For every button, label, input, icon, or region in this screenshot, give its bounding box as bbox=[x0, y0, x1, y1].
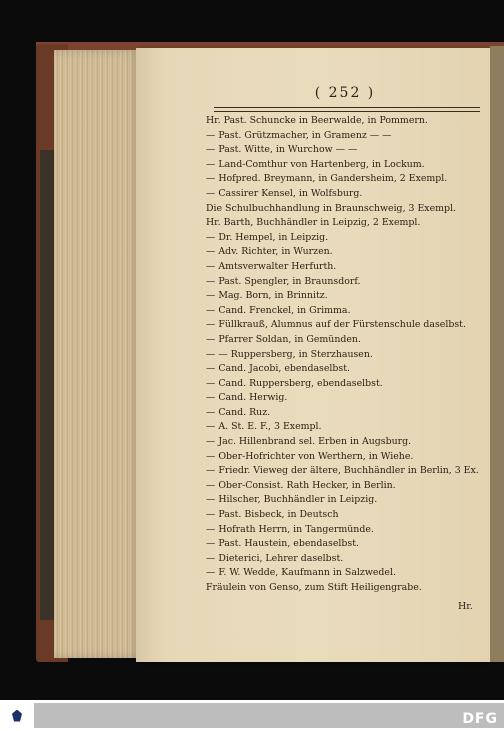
list-line: — Cand. Herwig. bbox=[206, 392, 288, 404]
list-line: — Friedr. Vieweg der ältere, Buchhändler in Berlin, 3 Ex. bbox=[206, 465, 479, 477]
page-right-edge bbox=[490, 46, 504, 662]
library-logo-icon bbox=[2, 702, 32, 729]
list-line: Hr. Past. Schuncke in Beerwalde, in Pommern. bbox=[206, 115, 428, 126]
list-line: — Past. Spengler, in Braunsdorf. bbox=[206, 275, 361, 287]
list-line: — Cand. Jacobi, ebendaselbst. bbox=[206, 363, 350, 375]
list-line: — Jac. Hillenbrand sel. Erben in Augsburg. bbox=[206, 436, 412, 448]
library-crest-icon bbox=[12, 710, 22, 722]
list-line: Die Schulbuchhandlung in Braunschweig, 3 Exempl. bbox=[206, 202, 457, 214]
list-line: — A. St. E. F., 3 Exempl. bbox=[206, 421, 322, 433]
list-line: Fräulein von Genso, zum Stift Heiligengrabe. bbox=[206, 582, 422, 593]
viewer-footer bbox=[0, 700, 504, 731]
list-line: — Dr. Hempel, in Leipzig. bbox=[206, 231, 329, 243]
list-line: — Past. Grützmacher, in Gramenz — — bbox=[206, 129, 392, 141]
list-line: — Cand. Ruz. bbox=[206, 406, 271, 418]
list-line: — Adv. Richter, in Wurzen. bbox=[206, 246, 333, 258]
footer-band bbox=[34, 703, 504, 728]
page-number: ( 252 ) bbox=[314, 85, 376, 101]
list-line: — Land-Comthur von Hartenberg, in Lockum. bbox=[206, 158, 425, 170]
dfg-logo: DFG bbox=[462, 711, 498, 727]
list-line: — Dieterici, Lehrer daselbst. bbox=[206, 552, 344, 564]
list-line: — Past. Bisbeck, in Deutsch bbox=[206, 509, 339, 521]
list-line: — Ober-Hofrichter von Werthern, in Wiehe. bbox=[206, 450, 414, 462]
list-line: — Hofrath Herrn, in Tangermünde. bbox=[206, 523, 374, 535]
list-line: — — Ruppersberg, in Sterzhausen. bbox=[206, 348, 373, 360]
list-line: — Past. Haustein, ebendaselbst. bbox=[206, 538, 359, 550]
list-line: — Amtsverwalter Herfurth. bbox=[206, 260, 337, 272]
list-line: — Cassirer Kensel, in Wolfsburg. bbox=[206, 187, 363, 199]
list-line: — F. W. Wedde, Kaufmann in Salzwedel. bbox=[206, 567, 396, 579]
header-rule bbox=[214, 107, 480, 112]
list-line: — Mag. Born, in Brinnitz. bbox=[206, 290, 328, 302]
list-line: — Past. Witte, in Wurchow — — bbox=[206, 144, 358, 156]
list-line: — Füllkrauß, Alumnus auf der Fürstenschule daselbst. bbox=[206, 319, 466, 331]
list-line: — Hilscher, Buchhändler in Leipzig. bbox=[206, 494, 378, 506]
list-line: — Cand. Frenckel, in Grimma. bbox=[206, 304, 351, 316]
list-line: — Ober-Consist. Rath Hecker, in Berlin. bbox=[206, 479, 396, 491]
subscriber-list bbox=[206, 114, 492, 596]
list-line: — Pfarrer Soldan, in Gemünden. bbox=[206, 333, 361, 345]
catchword: Hr. bbox=[458, 601, 473, 612]
page-stack bbox=[54, 50, 142, 658]
list-line: — Cand. Ruppersberg, ebendaselbst. bbox=[206, 377, 383, 389]
list-line: — Hofpred. Breymann, in Gandersheim, 2 Exempl. bbox=[206, 173, 448, 185]
list-line: Hr. Barth, Buchhändler in Leipzig, 2 Exempl. bbox=[206, 217, 421, 229]
